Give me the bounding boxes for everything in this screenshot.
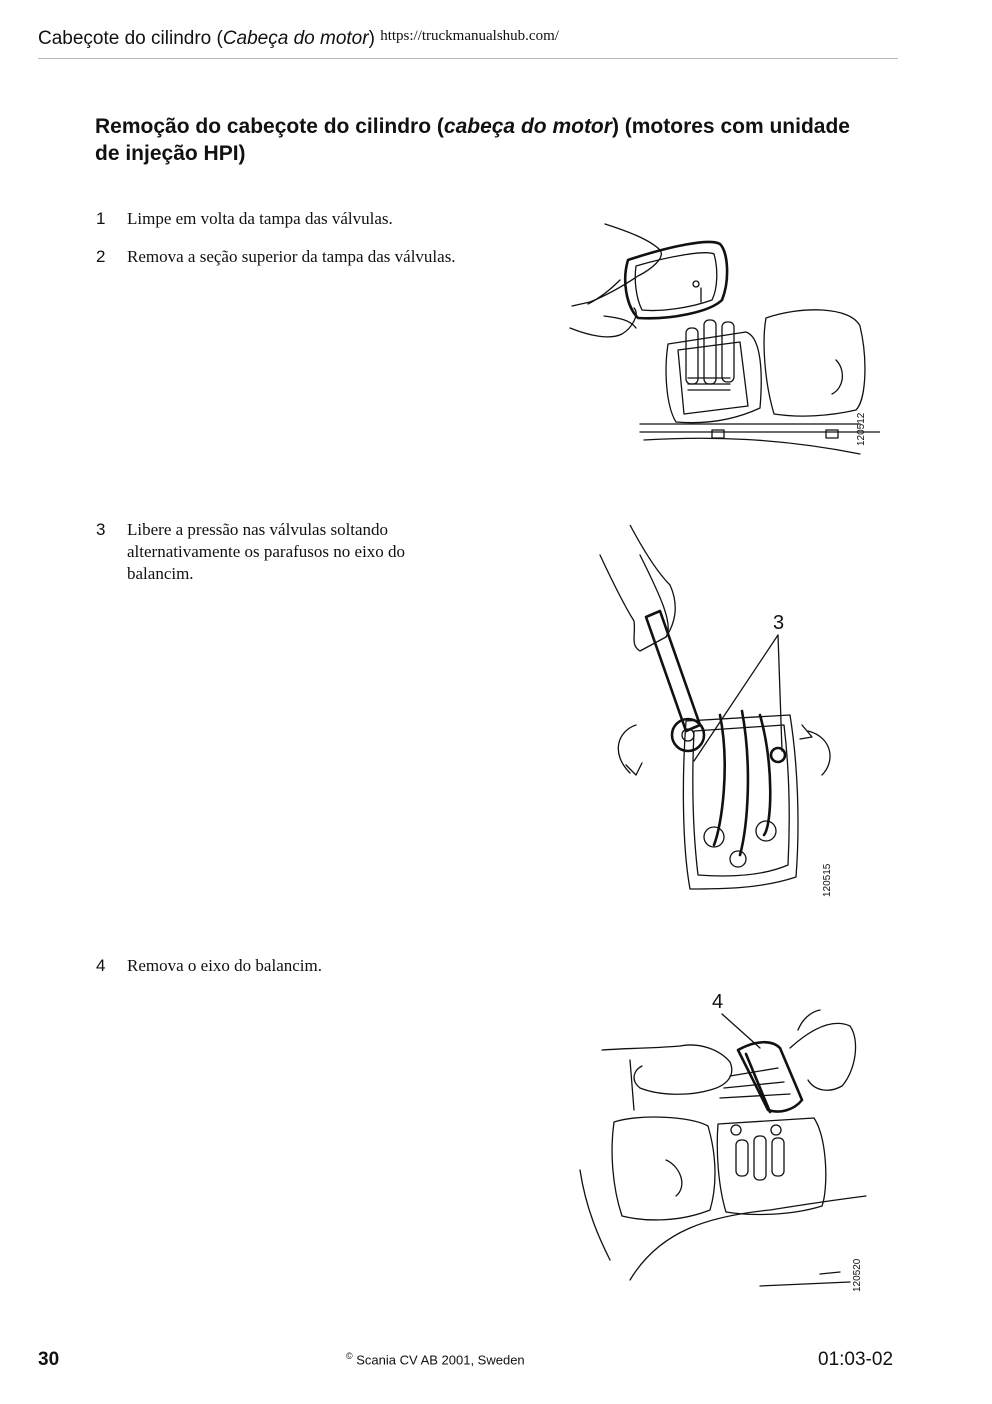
header-section: Cabeçote do cilindro (Cabeça do motor) — [38, 28, 375, 49]
remove-rocker-shaft-illustration — [570, 990, 880, 1300]
figure-valve-cover-removal — [560, 210, 880, 480]
step-number: 1 — [96, 209, 106, 228]
figure-id: 120512 — [856, 412, 867, 446]
figure-id: 120515 — [822, 863, 833, 897]
figure-loosen-bolts — [590, 525, 850, 905]
step-number: 4 — [96, 956, 106, 975]
copyright-symbol: © — [346, 1351, 353, 1361]
step-text: Remova a seção superior da tampa das válvulas. — [127, 247, 456, 266]
step-text: Remova o eixo do balancim. — [127, 956, 322, 975]
callout-number: 4 — [712, 991, 724, 1013]
revision-date: 01:03-02 — [818, 1349, 894, 1370]
copyright — [346, 1351, 525, 1367]
page-title: Remoção do cabeçote do cilindro (cabeça do motor) (motores com unidade de injeção HPI) — [95, 115, 850, 165]
valve-cover-illustration — [560, 210, 880, 480]
figure-id: 120520 — [852, 1258, 863, 1292]
header-divider — [38, 58, 898, 59]
callout-number: 3 — [773, 612, 785, 634]
figure-remove-rocker-shaft — [570, 990, 880, 1300]
step-number: 3 — [96, 520, 106, 539]
page-number: 30 — [38, 1349, 60, 1370]
copyright-text: Scania CV AB 2001, Sweden — [356, 1352, 525, 1368]
step-number: 2 — [96, 247, 106, 266]
step-text: Libere a pressão nas válvulas soltando alternativamente os parafusos no eixo do balancim. — [127, 520, 406, 583]
header-url[interactable]: https://truckmanualshub.com/ — [380, 28, 559, 44]
running-header — [38, 28, 559, 50]
step-text: Limpe em volta da tampa das válvulas. — [127, 209, 393, 228]
loosen-bolts-illustration — [590, 525, 850, 905]
